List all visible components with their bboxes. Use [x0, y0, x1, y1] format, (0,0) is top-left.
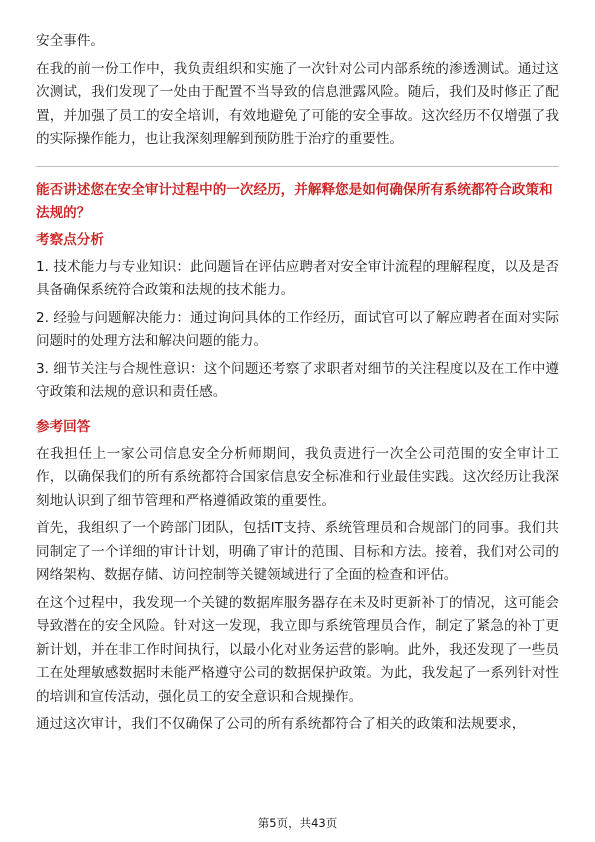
- analysis-item: 3. 细节关注与合规性意识：这个问题还考察了求职者对细节的关注程度以及在工作中遵守政策和法规的意识和责任感。: [36, 360, 559, 400]
- intro-paragraph: 安全事件。: [36, 33, 104, 49]
- reference-paragraph: 通过这次审计，我们不仅确保了公司的所有系统都符合了相关的政策和法规要求，: [36, 716, 526, 732]
- intro-paragraph: 在我的前一份工作中，我负责组织和实施了一次针对公司内部系统的渗透测试。通过这次测试，我们发现了一处由于配置不当导致的信息泄露风险。随后，我们及时修正了配置，并加强了员工的安全培训，有效地避免了可能的安全事故。这次经历不仅增强了我的实际操作能力，也让我深刻理解到预防胜于治疗的重要性。: [36, 60, 559, 147]
- page-content: [36, 30, 559, 737]
- question-title: 能否讲述您在安全审计过程中的一次经历，并解释您是如何确保所有系统都符合政策和法规的？: [36, 181, 553, 221]
- reference-paragraph: 在这个过程中，我发现一个关键的数据库服务器存在未及时更新补丁的情况，这可能会导致潜在的安全风险。针对这一发现，我立即与系统管理员合作，制定了紧急的补丁更新计划，并在非工作时间执行，以最小化对业务运营的影响。此外，我还发现了一些员工在处理敏感数据时未能严格遵守公司的数据保护政策。为此，我发起了一系列针对性的培训和宣传活动，强化员工的安全意识和合规操作。: [36, 594, 559, 705]
- reference-paragraph: 在我担任上一家公司信息安全分析师期间，我负责进行一次全公司范围的安全审计工作，以确保我们的所有系统都符合国家信息安全标准和行业最佳实践。这次经历让我深刻地认识到了细节管理和严格遵循政策的重要性。: [36, 445, 559, 509]
- reference-paragraph: 首先，我组织了一个跨部门团队，包括IT支持、系统管理员和合规部门的同事。我们共同制定了一个详细的审计计划，明确了审计的范围、目标和方法。接着，我们对公司的网络架构、数据存储、访问控制等关键领域进行了全面的检查和评估。: [36, 520, 559, 583]
- reference-heading: 参考回答: [36, 418, 91, 435]
- analysis-item: 2. 经验与问题解决能力：通过询问具体的工作经历，面试官可以了解应聘者在面对实际问题时的处理方法和解决问题的能力。: [36, 309, 559, 349]
- page-number: 第5页，共43页: [257, 816, 338, 830]
- analysis-item: 1. 技术能力与专业知识：此问题旨在评估应聘者对安全审计流程的理解程度，以及是否具备确保系统符合政策和法规的技术能力。: [36, 258, 559, 298]
- analysis-heading: 考察点分析: [36, 231, 104, 248]
- section-divider: [36, 166, 559, 167]
